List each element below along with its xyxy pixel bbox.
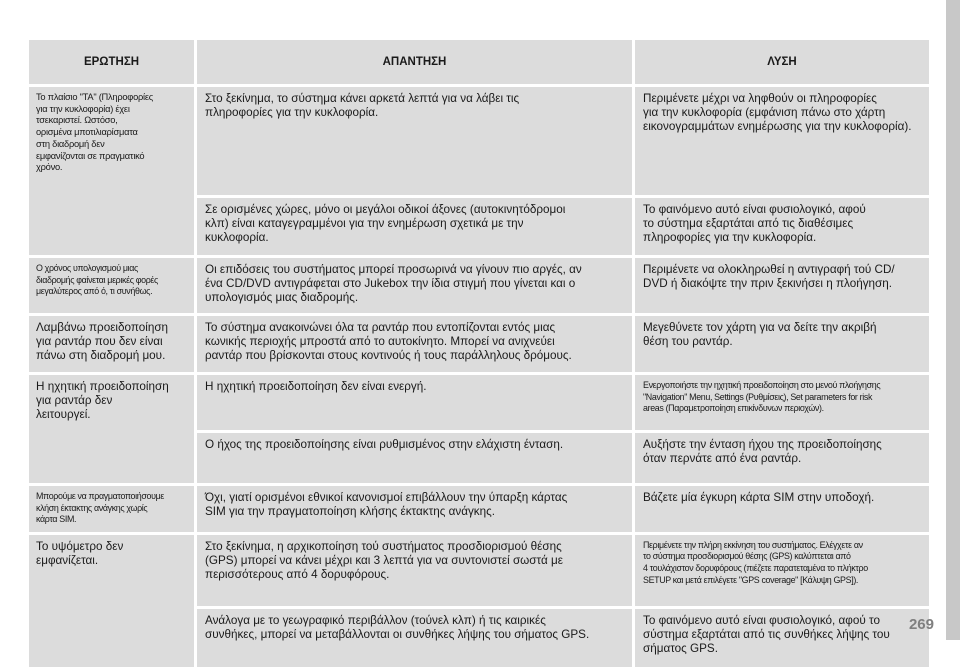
question-cell: Το υψόμετρο δεν εμφανίζεται. [29,535,194,667]
header-solution: ΛΥΣΗ [635,40,929,84]
table-row [29,486,929,532]
solution-cell: Μεγεθύνετε τον χάρτη για να δείτε την ακριβή θέση του ραντάρ. [635,316,929,372]
answer-cell: Στο ξεκίνημα, το σύστημα κάνει αρκετά λεπτά για να λάβει τις πληροφορίες για την κυκλοφορία. [197,87,632,195]
answer-cell: Ο ήχος της προειδοποίησης είναι ρυθμισμένος στην ελάχιστη ένταση. [197,433,632,483]
table-header-row [29,40,929,84]
table-row [29,258,929,313]
table-row [29,535,929,606]
question-cell: Ο χρόνος υπολογισμού μιας διαδρομής φαίνεται μερικές φορές μεγαλύτερος από ό, τι συνήθως. [29,258,194,313]
answer-cell: Στο ξεκίνημα, η αρχικοποίηση τού συστήματος προσδιορισμού θέσης (GPS) μπορεί να κάνει μέχρι και 3 λεπτά για να συντονιστεί σωστά με περισσότερους από 4 δορυφόρους. [197,535,632,606]
table-row [29,375,929,430]
answer-cell: Όχι, γιατί ορισμένοι εθνικοί κανονισμοί επιβάλλουν την ύπαρξη κάρτας SIM για την πραγματοποίηση κλήσης έκτακτης ανάγκης. [197,486,632,532]
solution-cell: Το φαινόμενο αυτό είναι φυσιολογικό, αφού το σύστημα εξαρτάται από τις συνθήκες λήψης του σήματος GPS. [635,609,929,667]
question-cell: Το πλαίσιο "TA" (Πληροφορίες για την κυκλοφορία) έχει τσεκαριστεί. Ωστόσο, ορισμένα μποτιλιαρίσματα στη διαδρομή δεν εμφανίζονται σε πραγματικό χρόνο. [29,87,194,255]
header-question: ΕΡΩΤΗΣΗ [29,40,194,84]
answer-cell: Το σύστημα ανακοινώνει όλα τα ραντάρ που εντοπίζονται εντός μιας κωνικής περιοχής μπροστά από το αυτοκίνητο. Μπορεί να ανιχνεύει ραντάρ που βρίσκονται στους κοντινούς ή τους παράλληλους δρόμους. [197,316,632,372]
solution-cell: Αυξήστε την ένταση ήχου της προειδοποίησης όταν περνάτε από ένα ραντάρ. [635,433,929,483]
solution-cell: Περιμένετε την πλήρη εκκίνηση του συστήματος. Ελέγχετε αν το σύστημα προσδιορισμού θέσης (GPS) καλύπτεται από 4 τουλάχιστον δορυφόρους (πιέζετε παρατεταμένα το πλήκτρο SETUP και μετά επιλέγετε "GPS coverage" [Κάλυψη GPS]). [635,535,929,606]
faq-table [26,37,932,670]
answer-cell: Σε ορισμένες χώρες, μόνο οι μεγάλοι οδικοί άξονες (αυτοκινητόδρομοι κλπ) είναι καταγεγραμμένοι για την ενημέρωση σχετικά με την κυκλοφορία. [197,198,632,255]
page-number: 269 [908,616,934,633]
answer-cell: Η ηχητική προειδοποίηση δεν είναι ενεργή. [197,375,632,430]
solution-cell: Περιμένετε μέχρι να ληφθούν οι πληροφορίες για την κυκλοφορία (εμφάνιση πάνω στο χάρτη εικονογραμμάτων ενημέρωσης για την κυκλοφορία). [635,87,929,195]
question-cell: Λαμβάνω προειδοποίηση για ραντάρ που δεν είναι πάνω στη διαδρομή μου. [29,316,194,372]
solution-cell: Ενεργοποιήστε την ηχητική προειδοποίηση στο μενού πλοήγησης "Navigation" Menu, Settings (Ρυθμίσεις), Set parameters for risk areas (Παραμετροποίηση επικίνδυνων περιοχών). [635,375,929,430]
question-cell: Η ηχητική προειδοποίηση για ραντάρ δεν λειτουργεί. [29,375,194,483]
table-row [29,316,929,372]
solution-cell: Το φαινόμενο αυτό είναι φυσιολογικό, αφού το σύστημα εξαρτάται από τις διαθέσιμες πληροφορίες για την κυκλοφορία. [635,198,929,255]
answer-cell: Ανάλογα με το γεωγραφικό περιβάλλον (τούνελ κλπ) ή τις καιρικές συνθήκες, μπορεί να μεταβάλλονται οι συνθήκες λήψης του σήματος GPS. [197,609,632,667]
question-cell: Μπορούμε να πραγματοποιήσουμε κλήση έκτακτης ανάγκης χωρίς κάρτα SIM. [29,486,194,532]
header-answer: ΑΠΑΝΤΗΣΗ [197,40,632,84]
solution-cell: Περιμένετε να ολοκληρωθεί η αντιγραφή τού CD/ DVD ή διακόψτε την πριν ξεκινήσει η πλοήγηση. [635,258,929,313]
page-edge-bar [946,0,960,640]
table-row [29,87,929,195]
solution-cell: Βάζετε μία έγκυρη κάρτα SIM στην υποδοχή. [635,486,929,532]
answer-cell: Οι επιδόσεις του συστήματος μπορεί προσωρινά να γίνουν πιο αργές, αν ένα CD/DVD αντιγράφεται στο Jukebox την ίδια στιγμή που γίνεται και ο υπολογισμός μιας διαδρομής. [197,258,632,313]
